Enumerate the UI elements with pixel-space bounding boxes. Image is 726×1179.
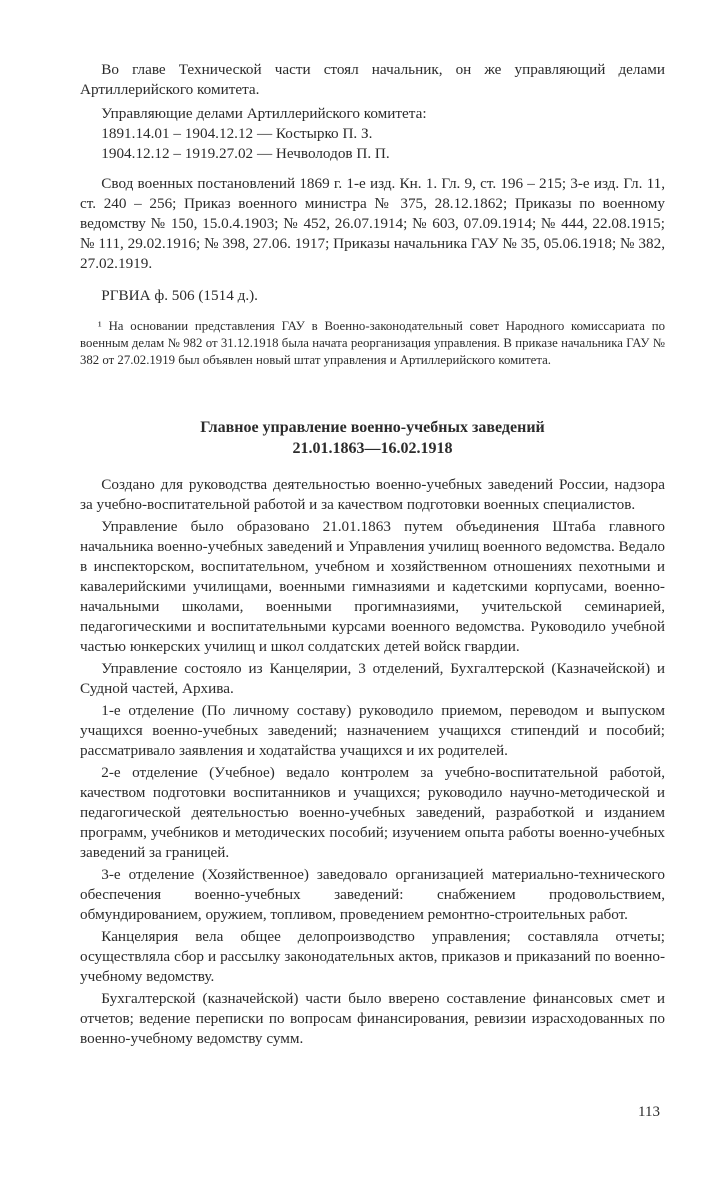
- manager-entry: 1904.12.12 – 1919.27.02 — Нечволодов П. П.: [101, 145, 390, 162]
- section-dates: 21.01.1863—16.02.1918: [292, 440, 453, 457]
- section-paragraph: 3-е отделение (Хозяйственное) заведовало организацией материально-технического обеспечения военно-учебных заведений: снабжением продовольствием, обмундированием, оружием, топливом, проведением ремонтно-строительных работ.: [80, 866, 665, 923]
- section-paragraph: Канцелярия вела общее делопроизводство управления; составляла отчеты; осуществляла сбор и рассылку законодательных актов, приказов и приказаний по военно-учебному ведомству.: [80, 928, 665, 985]
- section-body: [80, 475, 665, 1049]
- legal-sources: Свод военных постановлений 1869 г. 1-е изд. Кн. 1. Гл. 9, ст. 196 – 215; 3-е изд. Гл. 11, ст. 240 – 256; Приказ военного министра № 375, 28.12.1862; Приказы по военному ведомству № 150, 15.0.4.1903; № 452, 26.07.1914; № 603, 07.09.1914; № 444, 22.08.1915; № 111, 29.02.1916; № 398, 27.06. 1917; Приказы начальника ГАУ № 35, 05.06.1918; № 382, 27.02.1919.: [80, 175, 665, 272]
- section-paragraph: 2-е отделение (Учебное) ведало контролем за учебно-воспитательной работой, качеством подготовки воспитанников и учащихся; руководило научно-методической и педагогической деятельностью военно-учебных заведений, разработкой и изданием программ, учебников и методических пособий; изучением опыта работы военно-учебных заведений за границей.: [80, 764, 665, 861]
- manager-entry: 1891.14.01 – 1904.12.12 — Костырко П. З.: [101, 125, 373, 142]
- section-paragraph: 1-е отделение (По личному составу) руководило приемом, переводом и выпуском учащихся военно-учебных заведений; назначением учащихся стипендий и пособий; рассматривало заявления и ходатайства учащихся и их родителей.: [80, 702, 665, 759]
- page-content: [80, 60, 665, 1049]
- archive-reference: РГВИА ф. 506 (1514 д.).: [101, 287, 258, 304]
- section-paragraph: Управление состояло из Канцелярии, 3 отделений, Бухгалтерской (Казначейской) и Судной частей, Архива.: [80, 660, 665, 697]
- section-paragraph: Бухгалтерской (казначейской) части было вверено составление финансовых смет и отчетов; ведение переписки по вопросам финансирования, ревизии израсходованных по военно-учебному ведомству сумм.: [80, 990, 665, 1047]
- section-title-text: Главное управление военно-учебных заведений: [200, 419, 545, 436]
- managers-heading: Управляющие делами Артиллерийского комитета:: [101, 105, 427, 122]
- page-number: 113: [638, 1104, 660, 1120]
- footnote: ¹ На основании представления ГАУ в Военно-законодательный совет Народного комиссариата по военным делам № 982 от 31.12.1918 была начата реорганизация управления. В приказе начальника ГАУ № 382 от 27.02.1919 был объявлен новый штат управления и Артиллерийского комитета.: [80, 319, 665, 367]
- section-paragraph: Управление было образовано 21.01.1863 путем объединения Штаба главного начальника военно-учебных заведений и Управления училищ военного ведомства. Ведало в инспекторском, воспитательном, учебном и хозяйственном отношениях пехотными и кавалерийскими училищами, военными гимназиями и кадетскими корпусами, военно-начальными школами, военными прогимназиями, учительской семинарией, педагогическими и воспитательными курсами военного ведомства. Руководило учебной частью юнкерских училищ и школ солдатских детей войск гвардии.: [80, 518, 665, 655]
- section-title: [80, 417, 665, 459]
- intro-paragraph: Во главе Технической части стоял начальник, он же управляющий делами Артиллерийского комитета.: [80, 61, 665, 98]
- section-paragraph: Создано для руководства деятельностью военно-учебных заведений России, надзора за учебно-воспитательной работой и за качеством подготовки военных специалистов.: [80, 476, 665, 513]
